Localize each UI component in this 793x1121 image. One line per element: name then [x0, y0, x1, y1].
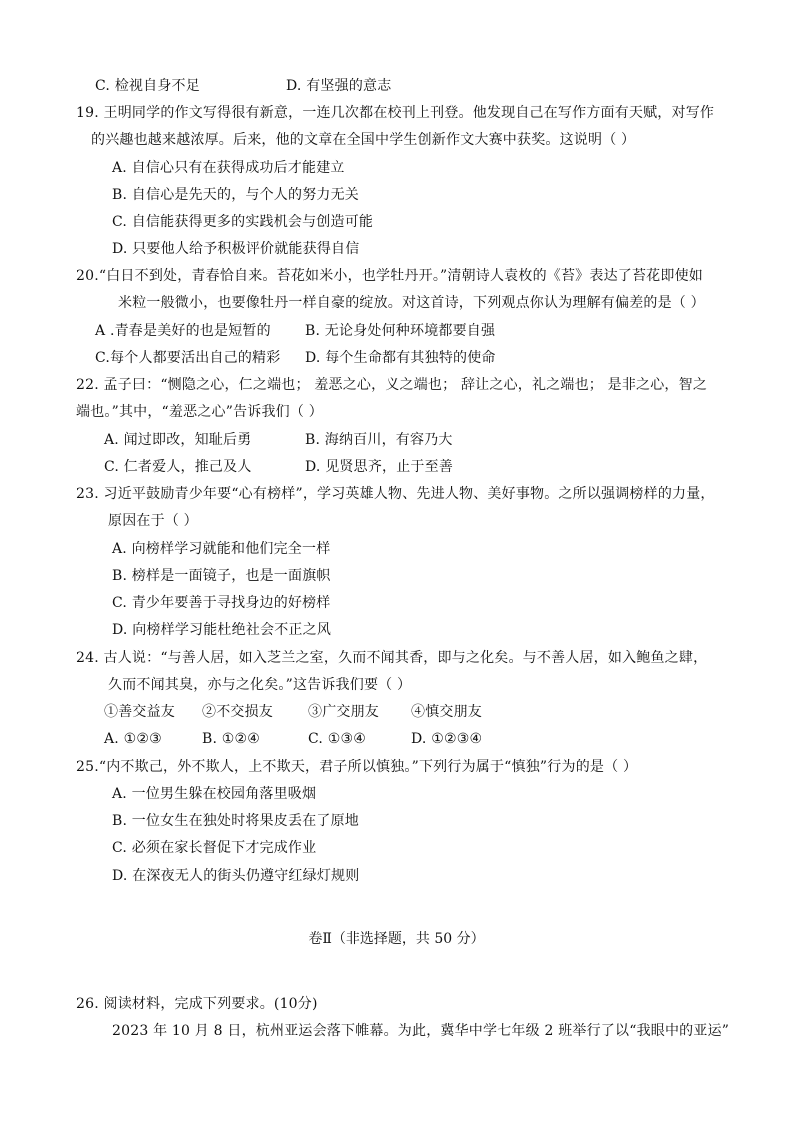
- q24-stem-line2: 久而不闻其臭，亦与之化矣。”这告诉我们要（ ）: [108, 677, 412, 693]
- q26-material-line1: 2023 年 10 月 8 日，杭州亚运会落下帷幕。为此，冀华中学七年级 2 班举行了以“我眼中的亚运”: [112, 1023, 730, 1039]
- q23-option-b: B. 榜样是一面镜子，也是一面旗帜: [112, 568, 331, 584]
- q22-option-b: B. 海纳百川，有容乃大: [305, 432, 453, 448]
- q22-option-d: D. 见贤思齐，止于至善: [305, 459, 454, 475]
- q24-option-a: A. ①②③: [104, 731, 162, 747]
- q23-stem-line2: 原因在于（ ）: [108, 513, 198, 529]
- q19-option-a: A. 自信心只有在获得成功后才能建立: [112, 160, 345, 176]
- q22-option-c: C. 仁者爱人，推己及人: [104, 459, 252, 475]
- q20-option-d: D. 每个生命都有其独特的使命: [305, 350, 496, 366]
- q19-option-d: D. 只要他人给予积极评价就能获得自信: [112, 241, 360, 257]
- q24-statement-1: ①善交益友: [104, 704, 175, 720]
- q24-statement-2: ②不交损友: [202, 704, 273, 720]
- q25-option-a: A. 一位男生躲在校园角落里吸烟: [112, 786, 317, 802]
- q18-option-c: C. 检视自身不足: [95, 78, 200, 94]
- q24-statement-4: ④慎交朋友: [411, 704, 482, 720]
- q23-option-a: A. 向榜样学习就能和他们完全一样: [112, 541, 331, 557]
- q24-option-c: C. ①③④: [308, 731, 366, 747]
- q19-option-c: C. 自信能获得更多的实践机会与创造可能: [112, 214, 374, 230]
- q20-option-b: B. 无论身处何种环境都要自强: [305, 323, 496, 339]
- q20-stem-line2: 米粒一般微小，也要像牡丹一样自豪的绽放。对这首诗，下列观点你认为理解有偏差的是（ ）: [118, 295, 705, 311]
- q19-option-b: B. 自信心是先天的，与个人的努力无关: [112, 187, 359, 203]
- q25-option-b: B. 一位女生在独处时将果皮丢在了原地: [112, 813, 359, 829]
- q26-stem-line1: 26. 阅读材料，完成下列要求。(10分): [76, 996, 318, 1012]
- q20-stem-line1: 20.“白日不到处，青春恰自来。苔花如米小，也学牡丹开。”清朝诗人袁枚的《苔》表达了苔花即使如: [76, 268, 703, 284]
- q24-option-b: B. ①②④: [202, 731, 261, 747]
- q23-option-c: C. 青少年要善于寻找身边的好榜样: [112, 595, 331, 611]
- q19-stem-line2: 的兴趣也越来越浓厚。后来，他的文章在全国中学生创新作文大赛中获奖。这说明（ ）: [91, 132, 636, 148]
- q25-option-d: D. 在深夜无人的街头仍遵守红绿灯规则: [112, 868, 360, 884]
- q20-option-c: C.每个人都要活出自己的精彩: [95, 350, 281, 366]
- q19-stem-line1: 19. 王明同学的作文写得很有新意，一连几次都在校刊上刊登。他发现自己在写作方面有天赋，对写作: [76, 105, 715, 121]
- section-2-heading: 卷Ⅱ（非选择题，共 50 分）: [308, 931, 485, 947]
- q18-option-d: D. 有坚强的意志: [286, 78, 392, 94]
- q25-option-c: C. 必须在家长督促下才完成作业: [112, 840, 317, 856]
- q23-option-d: D. 向榜样学习能杜绝社会不正之风: [112, 622, 332, 638]
- q24-stem-line1: 24. 古人说：“与善人居，如入芝兰之室，久而不闻其香，即与之化矣。与不善人居，如入鲍鱼之肆，: [76, 650, 708, 666]
- q23-stem-line1: 23. 习近平鼓励青少年要“心有榜样”，学习英雄人物、先进人物、美好事物。之所以强调榜样的力量，: [76, 486, 715, 502]
- q22-option-a: A. 闻过即改，知耻后勇: [104, 432, 252, 448]
- q25-stem-line1: 25.“内不欺己，外不欺人，上不欺天，君子所以慎独。”下列行为属于“慎独”行为的是（ ）: [76, 759, 638, 775]
- q22-stem-line2: 端也。”其中，“羞恶之心”告诉我们（ ）: [76, 404, 323, 420]
- q22-stem-line1: 22. 孟子曰：“恻隐之心，仁之端也； 羞恶之心，义之端也； 辞让之心，礼之端也； 是非之心，智之: [76, 377, 708, 393]
- q24-statement-3: ③广交朋友: [308, 704, 379, 720]
- q20-option-a: A .青春是美好的也是短暂的: [95, 323, 271, 339]
- q24-option-d: D. ①②③④: [411, 731, 483, 747]
